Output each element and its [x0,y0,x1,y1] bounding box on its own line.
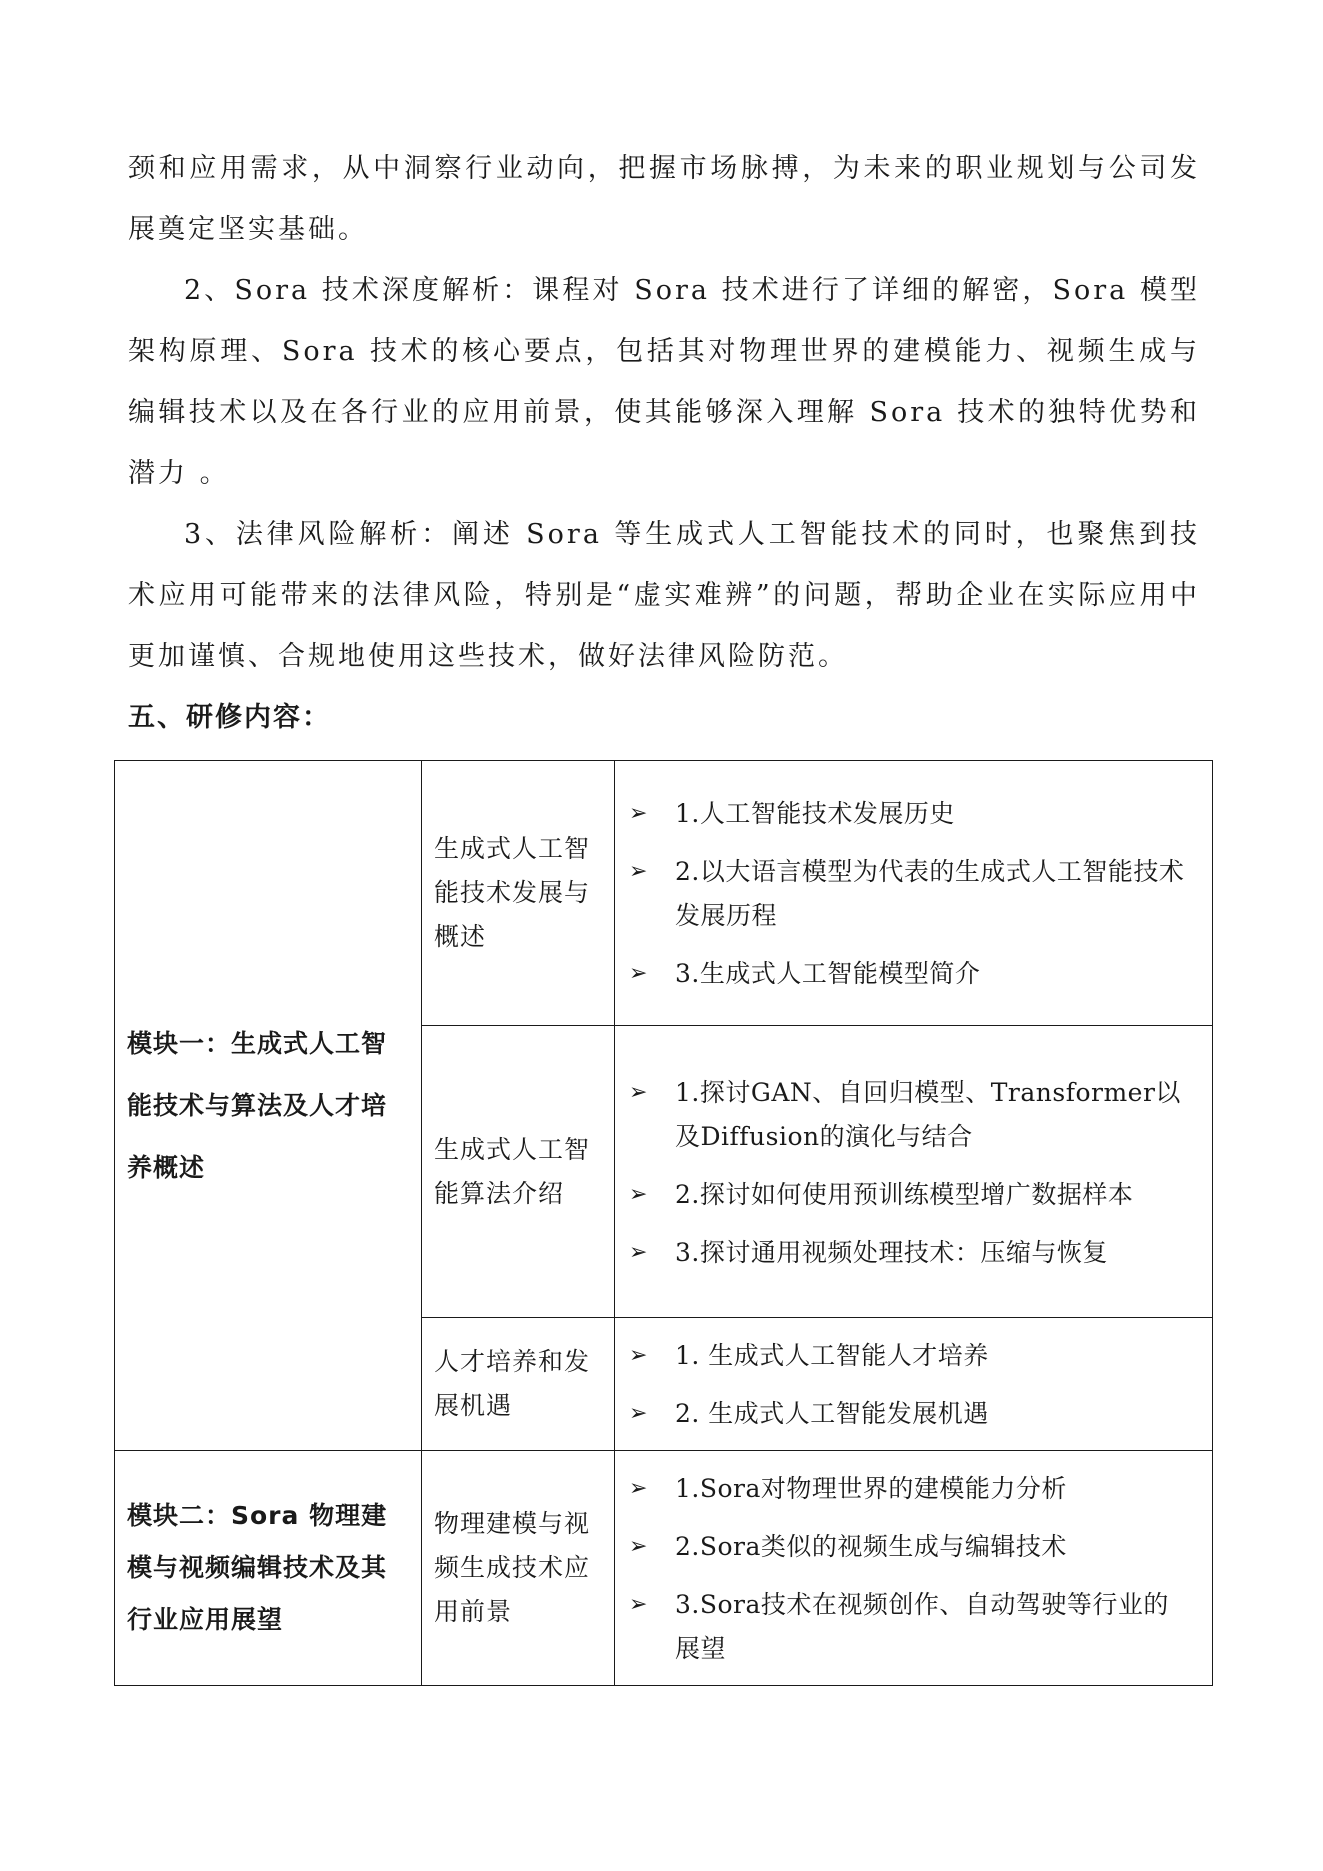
list-item: ➢ 1. 生成式人工智能人才培养 [629,1334,1192,1378]
topic-name: 生成式人工智能算法介绍 [422,1026,615,1318]
list-item: ➢ 2. 生成式人工智能发展机遇 [629,1392,1192,1436]
topic-items [615,1318,1213,1451]
arrow-bullet-icon: ➢ [629,1239,648,1265]
list-item: ➢ 2.以大语言模型为代表的生成式人工智能技术发展历程 [629,850,1192,938]
list-item: ➢ 3.Sora技术在视频创作、自动驾驶等行业的展望 [629,1583,1192,1671]
arrow-bullet-icon: ➢ [629,961,648,986]
list-item: ➢ 1.Sora对物理世界的建模能力分析 [629,1467,1192,1511]
topic-name: 人才培养和发展机遇 [422,1318,615,1451]
arrow-bullet-icon: ➢ [629,1476,648,1501]
paragraph-intro-continuation: 颈和应用需求，从中洞察行业动向，把握市场脉搏，为未来的职业规划与公司发展奠定坚实基础。 [128,153,1200,245]
list-item: ➢ 2.Sora类似的视频生成与编辑技术 [629,1525,1192,1569]
list-item: ➢ 2.探讨如何使用预训练模型增广数据样本 [629,1173,1192,1217]
topic-items [615,1451,1213,1686]
paragraph-sora-analysis: 2、Sora 技术深度解析：课程对 Sora 技术进行了详细的解密，Sora 模型架构原理、Sora 技术的核心要点，包括其对物理世界的建模能力、视频生成与编辑技术以及在各行业的应用前景，使其能够深入理解 Sora 技术的独特优势和潜力 。 [128,275,1200,489]
arrow-bullet-icon: ➢ [629,859,648,884]
list-item: ➢ 1.探讨GAN、自回归模型、Transformer以及Diffusion的演化与结合 [629,1071,1192,1159]
syllabus-table [114,760,1213,1686]
topic-items [615,761,1213,1026]
arrow-bullet-icon: ➢ [629,801,648,826]
table-row [115,1451,1213,1686]
list-item: ➢ 3.生成式人工智能模型简介 [629,952,1192,996]
topic-name: 生成式人工智能技术发展与概述 [422,761,615,1026]
module-title: 模块二：Sora 物理建模与视频编辑技术及其行业应用展望 [115,1451,422,1686]
list-item: ➢ 1.人工智能技术发展历史 [629,792,1192,836]
arrow-bullet-icon: ➢ [629,1079,648,1105]
arrow-bullet-icon: ➢ [629,1343,648,1368]
arrow-bullet-icon: ➢ [629,1181,648,1207]
arrow-bullet-icon: ➢ [629,1592,648,1617]
module-title: 模块一：生成式人工智能技术与算法及人才培养概述 [115,761,422,1451]
list-item: ➢ 3.探讨通用视频处理技术：压缩与恢复 [629,1231,1192,1275]
topic-name: 物理建模与视频生成技术应用前景 [422,1451,615,1686]
paragraph-legal-risk: 3、法律风险解析：阐述 Sora 等生成式人工智能技术的同时，也聚焦到技术应用可能带来的法律风险，特别是“虚实难辨”的问题，帮助企业在实际应用中更加谨慎、合规地使用这些技术，做好法律风险防范。 [128,519,1200,672]
section-heading: 五、研修内容： [128,702,331,733]
table-row [115,761,1213,1026]
arrow-bullet-icon: ➢ [629,1534,648,1559]
topic-items [615,1026,1213,1318]
arrow-bullet-icon: ➢ [629,1401,648,1426]
document-body [128,138,1200,748]
